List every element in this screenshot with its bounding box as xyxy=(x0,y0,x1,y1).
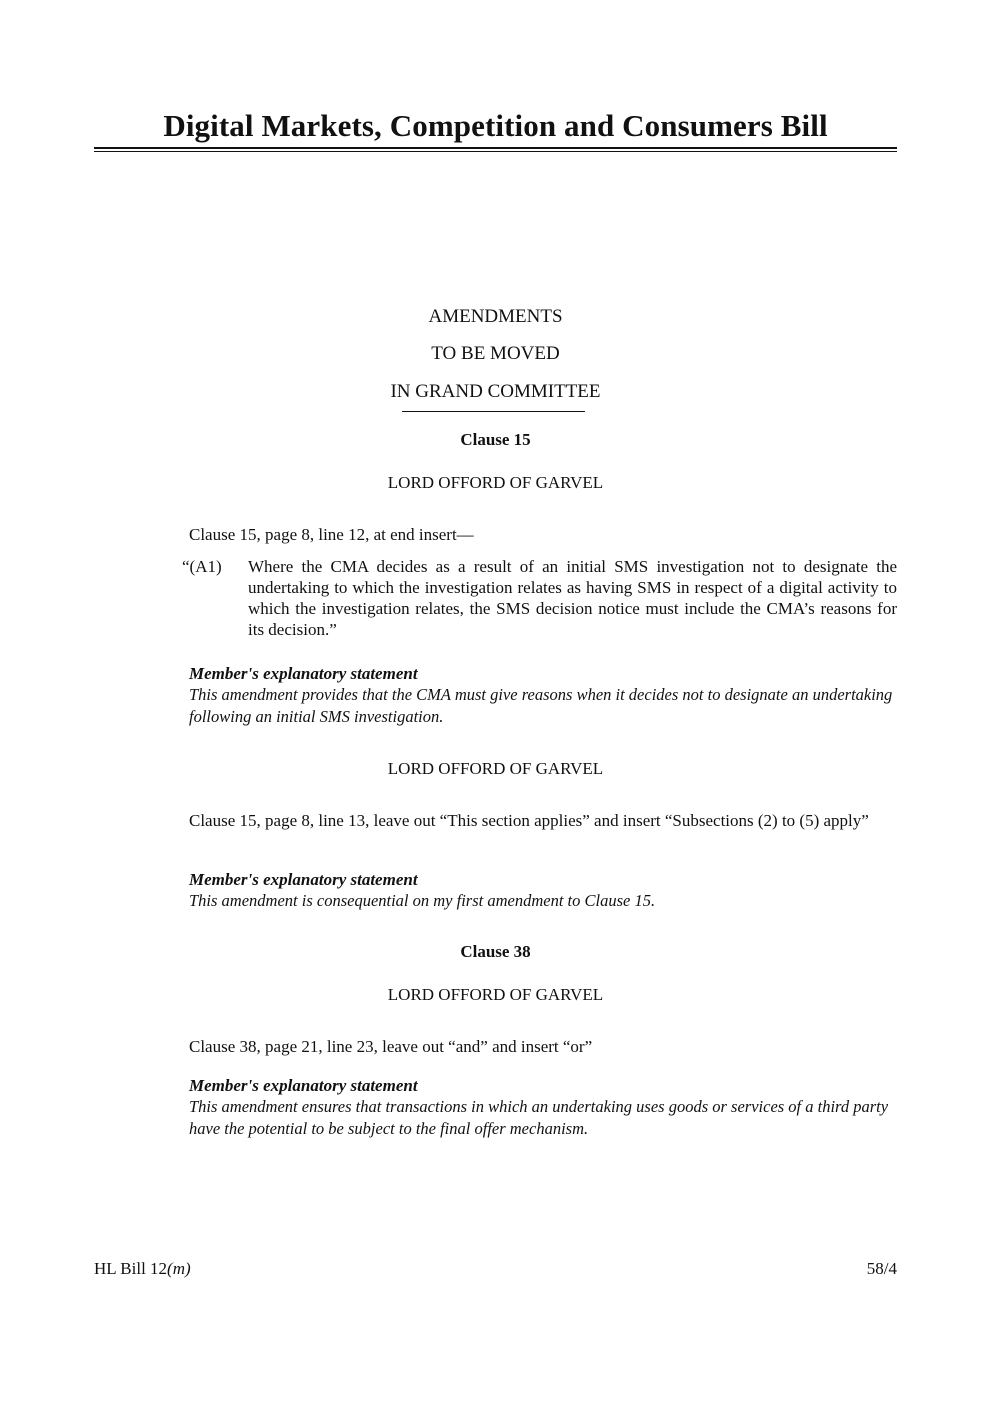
amendment-instruction: Clause 15, page 8, line 13, leave out “This section applies” and insert “Subsections (2) to (5) apply” xyxy=(189,811,869,830)
inserted-subsection-label: “(A1) xyxy=(182,557,222,576)
member-name: LORD OFFORD OF GARVEL xyxy=(387,985,604,1004)
explanatory-statement-text: This amendment provides that the CMA must give reasons when it decides not to designate an undertaking following an initial SMS investigation. xyxy=(189,685,893,726)
member-name: LORD OFFORD OF GARVEL xyxy=(387,759,604,778)
bill-reference-suffix: (m) xyxy=(167,1259,191,1278)
clause-heading-38: Clause 38 xyxy=(460,942,531,961)
explanatory-statement-text: This amendment is consequential on my first amendment to Clause 15. xyxy=(189,891,656,910)
bill-reference xyxy=(94,1259,191,1279)
explanatory-statement-text: This amendment ensures that transactions in which an undertaking uses goods or services of a third party have the potential to be subject to the final offer mechanism. xyxy=(189,1097,889,1138)
title-rule-thick xyxy=(94,147,897,149)
explanatory-statement-heading: Member's explanatory statement xyxy=(189,1076,418,1095)
clause-heading-15: Clause 15 xyxy=(460,430,531,449)
heading-grand-committee: IN GRAND COMMITTEE xyxy=(390,381,601,402)
member-name: LORD OFFORD OF GARVEL xyxy=(387,473,604,492)
explanatory-statement-heading: Member's explanatory statement xyxy=(189,870,418,889)
inserted-subsection-text: Where the CMA decides as a result of an initial SMS investigation not to designate the undertaking to which the investigation relates as having SMS in respect of a digital activity to which the investigation relates, the SMS decision notice must include the CMA’s reasons for its decision.” xyxy=(248,557,897,639)
heading-to-be-moved: TO BE MOVED xyxy=(431,343,560,364)
heading-amendments: AMENDMENTS xyxy=(428,306,563,327)
document-title: Digital Markets, Competition and Consumers Bill xyxy=(163,108,828,143)
bill-reference-number: HL Bill 12 xyxy=(94,1259,168,1278)
explanatory-statement-heading: Member's explanatory statement xyxy=(189,664,418,683)
amendment-instruction: Clause 38, page 21, line 23, leave out “and” and insert “or” xyxy=(189,1037,593,1056)
heading-rule xyxy=(402,411,585,412)
page-reference: 58/4 xyxy=(866,1259,897,1278)
title-rule-thin xyxy=(94,151,897,152)
amendment-instruction: Clause 15, page 8, line 12, at end insert— xyxy=(189,525,474,544)
